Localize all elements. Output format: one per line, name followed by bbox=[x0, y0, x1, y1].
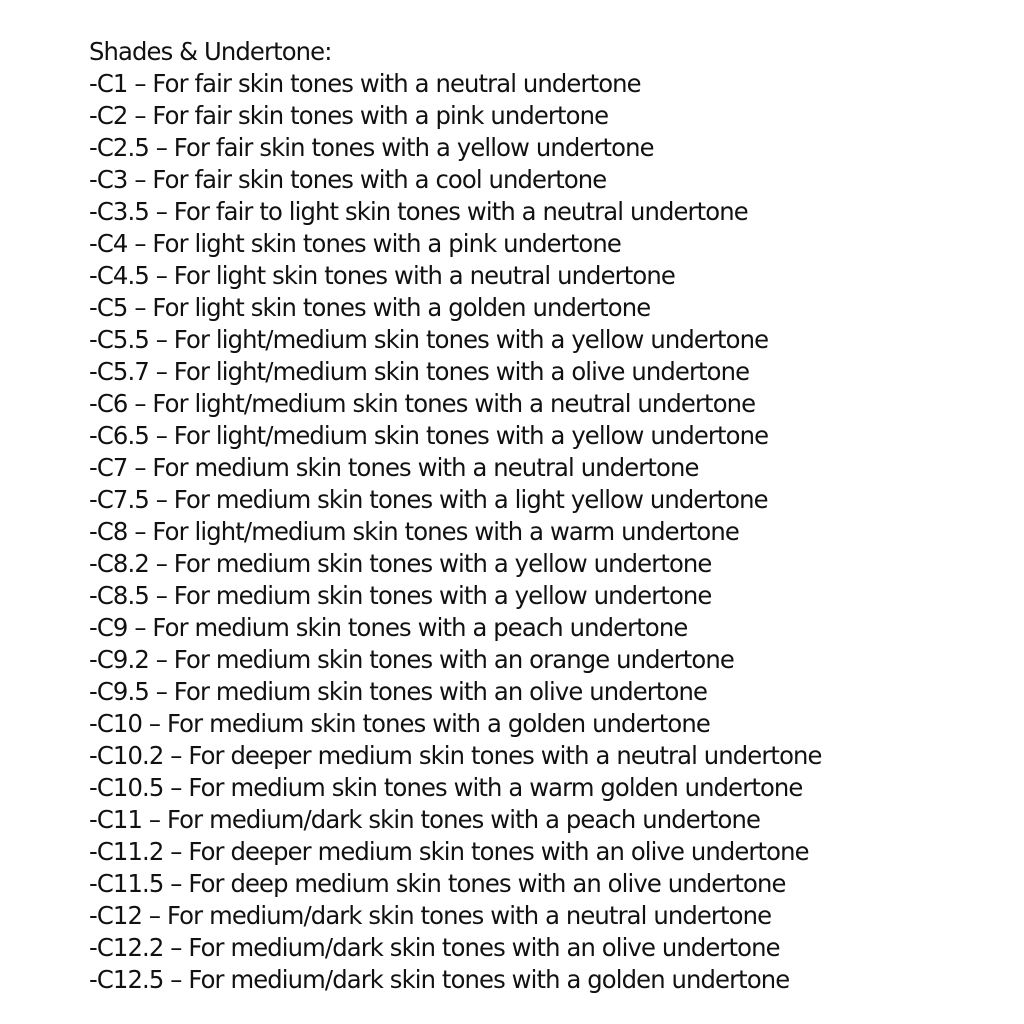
shade-item: -C10 – For medium skin tones with a golden undertone bbox=[89, 709, 710, 738]
shade-item: -C5.5 – For light/medium skin tones with a yellow undertone bbox=[89, 325, 769, 354]
shade-item: -C7.5 – For medium skin tones with a light yellow undertone bbox=[89, 485, 768, 514]
shade-item: -C4.5 – For light skin tones with a neutral undertone bbox=[89, 261, 675, 290]
shade-item: -C8.5 – For medium skin tones with a yellow undertone bbox=[89, 581, 712, 610]
shade-item: -C3.5 – For fair to light skin tones with a neutral undertone bbox=[89, 197, 748, 226]
shade-item: -C4 – For light skin tones with a pink undertone bbox=[89, 229, 621, 258]
shade-item: -C9 – For medium skin tones with a peach undertone bbox=[89, 613, 688, 642]
shade-item: -C6 – For light/medium skin tones with a neutral undertone bbox=[89, 389, 756, 418]
shade-item: -C5 – For light skin tones with a golden undertone bbox=[89, 293, 651, 322]
shade-item: -C9.5 – For medium skin tones with an olive undertone bbox=[89, 677, 708, 706]
shade-item: -C11.2 – For deeper medium skin tones with an olive undertone bbox=[89, 837, 809, 866]
shade-item: -C11 – For medium/dark skin tones with a peach undertone bbox=[89, 805, 761, 834]
shade-item: -C11.5 – For deep medium skin tones with an olive undertone bbox=[89, 869, 786, 898]
shade-item: -C1 – For fair skin tones with a neutral undertone bbox=[89, 69, 641, 98]
shade-item: -C10.5 – For medium skin tones with a warm golden undertone bbox=[89, 773, 803, 802]
shade-item: -C12.5 – For medium/dark skin tones with a golden undertone bbox=[89, 965, 790, 994]
shade-item: -C8.2 – For medium skin tones with a yellow undertone bbox=[89, 549, 712, 578]
shade-item: -C12 – For medium/dark skin tones with a neutral undertone bbox=[89, 901, 772, 930]
shade-guide-document bbox=[89, 36, 822, 996]
shade-item: -C7 – For medium skin tones with a neutral undertone bbox=[89, 453, 699, 482]
shade-item: -C3 – For fair skin tones with a cool undertone bbox=[89, 165, 607, 194]
shade-item: -C10.2 – For deeper medium skin tones with a neutral undertone bbox=[89, 741, 822, 770]
shade-item: -C9.2 – For medium skin tones with an orange undertone bbox=[89, 645, 734, 674]
shade-item: -C2 – For fair skin tones with a pink undertone bbox=[89, 101, 609, 130]
shade-item: -C8 – For light/medium skin tones with a warm undertone bbox=[89, 517, 739, 546]
document-heading: Shades & Undertone: bbox=[89, 37, 332, 66]
shade-item: -C5.7 – For light/medium skin tones with a olive undertone bbox=[89, 357, 750, 386]
shade-item: -C2.5 – For fair skin tones with a yellow undertone bbox=[89, 133, 654, 162]
shade-item: -C12.2 – For medium/dark skin tones with an olive undertone bbox=[89, 933, 780, 962]
shade-item: -C6.5 – For light/medium skin tones with a yellow undertone bbox=[89, 421, 769, 450]
